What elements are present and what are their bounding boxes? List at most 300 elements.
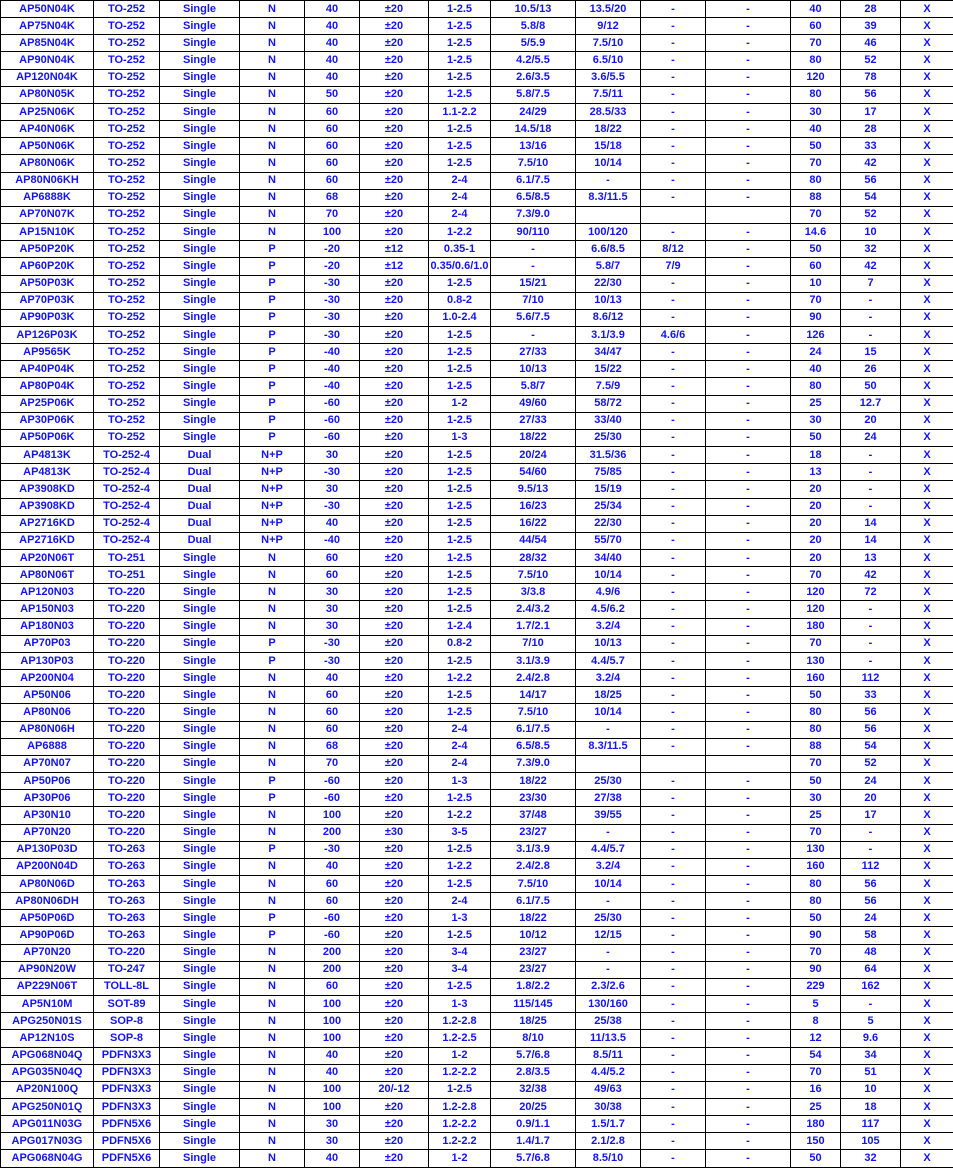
table-cell: AP130P03 (1, 652, 94, 669)
table-row (1, 618, 953, 635)
table-cell: AP80N06T (1, 567, 94, 584)
table-cell: - (706, 292, 791, 309)
table-cell: 1.2-2.2 (429, 1064, 491, 1081)
table-cell: TO-252 (94, 258, 160, 275)
table-cell: 1-3 (429, 996, 491, 1013)
table-cell: ±20 (360, 35, 429, 52)
table-cell: 2.4/2.8 (491, 670, 576, 687)
table-cell: N (240, 824, 305, 841)
table-cell: -30 (305, 292, 360, 309)
table-cell: 1-2.5 (429, 515, 491, 532)
table-cell: AP70P03 (1, 635, 94, 652)
table-cell: - (706, 550, 791, 567)
table-cell: - (641, 910, 706, 927)
table-cell: P (240, 241, 305, 258)
table-cell: X (901, 52, 953, 69)
table-cell: 1-2.5 (429, 35, 491, 52)
table-cell: N (240, 893, 305, 910)
table-cell: 5.6/7.5 (491, 309, 576, 326)
table-cell: AP30P06 (1, 790, 94, 807)
table-cell: TO-220 (94, 944, 160, 961)
table-cell: - (841, 309, 901, 326)
table-cell: 2.6/3.5 (491, 69, 576, 86)
table-cell: 54/60 (491, 464, 576, 481)
table-cell: 60 (305, 550, 360, 567)
table-cell: TO-252-4 (94, 447, 160, 464)
table-cell: - (706, 35, 791, 52)
table-cell: N (240, 52, 305, 69)
table-cell: AP80N05K (1, 86, 94, 103)
table-row (1, 1116, 953, 1133)
table-cell: ±20 (360, 1047, 429, 1064)
table-cell: 60 (305, 172, 360, 189)
table-cell: 1.2-2.2 (429, 1116, 491, 1133)
table-cell: 10/13 (576, 635, 641, 652)
table-cell: Dual (160, 515, 240, 532)
table-cell: 1-2.2 (429, 670, 491, 687)
table-cell: X (901, 1064, 953, 1081)
table-cell: X (901, 189, 953, 206)
table-cell: X (901, 1047, 953, 1064)
table-cell: 32 (841, 241, 901, 258)
table-cell: X (901, 412, 953, 429)
table-cell: X (901, 670, 953, 687)
table-cell: -30 (305, 275, 360, 292)
table-cell: 1-2.5 (429, 567, 491, 584)
table-cell: - (706, 1013, 791, 1030)
table-cell: - (706, 1047, 791, 1064)
table-cell: N (240, 996, 305, 1013)
table-cell: 56 (841, 172, 901, 189)
table-cell: 50 (791, 138, 841, 155)
table-cell: TO-252 (94, 241, 160, 258)
table-cell: 30 (791, 790, 841, 807)
table-cell: 180 (791, 1116, 841, 1133)
table-row (1, 35, 953, 52)
table-cell: 3.6/5.5 (576, 69, 641, 86)
table-cell: 30 (305, 618, 360, 635)
table-cell: 18/22 (576, 121, 641, 138)
table-cell: 42 (841, 155, 901, 172)
table-cell: - (576, 721, 641, 738)
table-cell: P (240, 635, 305, 652)
table-cell: 2.4/3.2 (491, 601, 576, 618)
table-cell: AP180N03 (1, 618, 94, 635)
table-cell: 6.5/10 (576, 52, 641, 69)
table-cell: - (641, 69, 706, 86)
table-cell: 1-2.5 (429, 1081, 491, 1098)
table-cell: 1-2.5 (429, 652, 491, 669)
table-cell: Dual (160, 481, 240, 498)
table-cell: - (641, 996, 706, 1013)
table-cell: N (240, 35, 305, 52)
table-cell: 160 (791, 858, 841, 875)
table-cell: 5.8/8 (491, 18, 576, 35)
table-cell: - (706, 738, 791, 755)
table-cell: Single (160, 755, 240, 772)
table-cell: 1-2 (429, 1047, 491, 1064)
table-cell: 70 (791, 35, 841, 52)
table-cell: ±20 (360, 18, 429, 35)
table-cell: N (240, 567, 305, 584)
table-cell: X (901, 944, 953, 961)
table-cell: 20 (791, 481, 841, 498)
table-cell: - (706, 155, 791, 172)
table-cell: 40 (305, 1064, 360, 1081)
table-cell: - (706, 86, 791, 103)
table-cell: Single (160, 790, 240, 807)
table-cell: AP15N10K (1, 224, 94, 241)
table-cell: ±20 (360, 893, 429, 910)
table-cell: X (901, 532, 953, 549)
table-cell: AP50P20K (1, 241, 94, 258)
table-row (1, 824, 953, 841)
table-cell: Single (160, 52, 240, 69)
table-cell: Single (160, 618, 240, 635)
table-cell: ±20 (360, 773, 429, 790)
table-row (1, 944, 953, 961)
table-cell: 33 (841, 687, 901, 704)
table-cell: 30 (305, 584, 360, 601)
table-cell: 27/38 (576, 790, 641, 807)
table-cell: - (706, 498, 791, 515)
table-row (1, 875, 953, 892)
table-cell: 20 (791, 515, 841, 532)
table-row (1, 584, 953, 601)
table-cell: 18 (841, 1099, 901, 1116)
table-cell: - (641, 35, 706, 52)
table-cell: Single (160, 172, 240, 189)
table-cell: 200 (305, 961, 360, 978)
table-cell: 8/12 (641, 241, 706, 258)
table-row (1, 1030, 953, 1047)
table-cell: -30 (305, 652, 360, 669)
table-cell: 1-2.5 (429, 875, 491, 892)
table-cell: Single (160, 893, 240, 910)
table-cell: 56 (841, 893, 901, 910)
table-cell (576, 206, 641, 223)
table-row (1, 189, 953, 206)
table-cell: ±20 (360, 652, 429, 669)
table-cell: 60 (305, 721, 360, 738)
table-cell: 56 (841, 86, 901, 103)
table-cell: 28.5/33 (576, 103, 641, 120)
table-cell: ±20 (360, 361, 429, 378)
table-cell: 8 (791, 1013, 841, 1030)
table-row (1, 121, 953, 138)
table-cell: TO-263 (94, 910, 160, 927)
table-cell: ±20 (360, 550, 429, 567)
table-cell: 32 (841, 1150, 901, 1168)
table-cell: ±20 (360, 790, 429, 807)
table-cell: - (841, 498, 901, 515)
table-cell: X (901, 241, 953, 258)
table-cell: X (901, 395, 953, 412)
table-cell: 1-2.5 (429, 155, 491, 172)
table-cell: TO-252 (94, 412, 160, 429)
table-cell: PDFN3X3 (94, 1064, 160, 1081)
table-cell: 130/160 (576, 996, 641, 1013)
table-cell: TO-252 (94, 224, 160, 241)
table-cell: AP50N04K (1, 1, 94, 18)
table-cell: 28 (841, 1, 901, 18)
table-cell: TO-220 (94, 721, 160, 738)
table-cell: -40 (305, 378, 360, 395)
table-cell: TO-252 (94, 309, 160, 326)
table-cell: N (240, 584, 305, 601)
table-cell: - (641, 721, 706, 738)
table-cell: AP6888 (1, 738, 94, 755)
table-cell: 42 (841, 567, 901, 584)
table-cell: - (841, 464, 901, 481)
table-cell: ±20 (360, 584, 429, 601)
table-cell: P (240, 841, 305, 858)
table-cell: ±20 (360, 309, 429, 326)
table-cell: AP12N10S (1, 1030, 94, 1047)
table-cell: N+P (240, 498, 305, 515)
table-cell: - (706, 635, 791, 652)
table-cell: N (240, 858, 305, 875)
table-cell: - (641, 224, 706, 241)
table-cell: - (641, 875, 706, 892)
table-cell: P (240, 910, 305, 927)
table-cell: 100 (305, 1081, 360, 1098)
table-cell: AP60P20K (1, 258, 94, 275)
table-cell: AP80P04K (1, 378, 94, 395)
table-cell: 10/14 (576, 704, 641, 721)
table-cell: TO-252-4 (94, 481, 160, 498)
table-cell: APG017N03G (1, 1133, 94, 1150)
table-row (1, 996, 953, 1013)
table-cell: - (641, 395, 706, 412)
table-cell: ±20 (360, 155, 429, 172)
table-cell: - (641, 567, 706, 584)
table-cell: 112 (841, 670, 901, 687)
table-cell: TO-263 (94, 858, 160, 875)
table-cell: 18 (791, 447, 841, 464)
table-cell: - (706, 309, 791, 326)
table-cell: 120 (791, 601, 841, 618)
table-cell: AP70N07 (1, 755, 94, 772)
table-cell: 60 (305, 893, 360, 910)
table-cell: X (901, 790, 953, 807)
table-cell: -60 (305, 429, 360, 446)
table-row (1, 790, 953, 807)
table-cell: P (240, 309, 305, 326)
table-cell: PDFN5X6 (94, 1150, 160, 1168)
table-cell: ±20 (360, 875, 429, 892)
table-cell: TO-252 (94, 189, 160, 206)
table-cell: 60 (305, 704, 360, 721)
table-cell: X (901, 172, 953, 189)
table-cell: - (641, 670, 706, 687)
table-cell: AP80N06DH (1, 893, 94, 910)
table-cell: X (901, 378, 953, 395)
table-cell: X (901, 635, 953, 652)
table-cell: 90 (791, 927, 841, 944)
table-cell: 100/120 (576, 224, 641, 241)
table-cell: 1-2 (429, 1150, 491, 1168)
table-cell: 7/10 (491, 635, 576, 652)
table-cell: AP150N03 (1, 601, 94, 618)
table-cell: N (240, 1081, 305, 1098)
table-cell: TO-252 (94, 138, 160, 155)
table-cell: X (901, 224, 953, 241)
table-row (1, 241, 953, 258)
table-row (1, 378, 953, 395)
table-cell: 20 (791, 498, 841, 515)
table-cell: 39 (841, 18, 901, 35)
table-cell: AP70N20 (1, 824, 94, 841)
table-row (1, 69, 953, 86)
table-cell: 58/72 (576, 395, 641, 412)
table-cell: ±20 (360, 704, 429, 721)
table-cell: Single (160, 275, 240, 292)
table-cell: N+P (240, 515, 305, 532)
table-cell: AP70N20 (1, 944, 94, 961)
table-cell: 3/3.8 (491, 584, 576, 601)
table-cell: - (706, 790, 791, 807)
table-cell: 40 (305, 1, 360, 18)
table-cell: 5.8/7 (491, 378, 576, 395)
table-cell: 51 (841, 1064, 901, 1081)
table-row (1, 326, 953, 343)
table-cell: Single (160, 978, 240, 995)
table-cell: 52 (841, 206, 901, 223)
table-cell: TO-220 (94, 601, 160, 618)
table-cell: TO-252 (94, 395, 160, 412)
table-cell: 20/25 (491, 1099, 576, 1116)
table-cell: X (901, 841, 953, 858)
table-cell: - (641, 824, 706, 841)
table-cell: 70 (791, 206, 841, 223)
table-cell: 4.4/5.7 (576, 841, 641, 858)
table-cell: - (841, 635, 901, 652)
table-cell: - (641, 652, 706, 669)
table-cell: N+P (240, 464, 305, 481)
table-cell: X (901, 103, 953, 120)
table-cell: Single (160, 1116, 240, 1133)
table-cell: 0.35/0.6/1.0 (429, 258, 491, 275)
table-row (1, 498, 953, 515)
table-cell: ±20 (360, 721, 429, 738)
table-cell: ±20 (360, 996, 429, 1013)
table-cell: 50 (791, 1150, 841, 1168)
table-cell: TO-220 (94, 790, 160, 807)
table-cell: 16/23 (491, 498, 576, 515)
table-cell: 160 (791, 670, 841, 687)
table-cell: X (901, 481, 953, 498)
table-cell: 3-5 (429, 824, 491, 841)
table-cell: TO-263 (94, 927, 160, 944)
table-cell: 23/30 (491, 790, 576, 807)
table-cell: - (706, 978, 791, 995)
table-cell: 1-2.5 (429, 687, 491, 704)
table-cell: 40 (305, 18, 360, 35)
table-cell: ±20 (360, 1030, 429, 1047)
table-cell: TO-220 (94, 738, 160, 755)
table-cell: 54 (841, 738, 901, 755)
table-cell: - (706, 1064, 791, 1081)
table-cell: X (901, 961, 953, 978)
table-cell: 16 (791, 1081, 841, 1098)
table-cell: 112 (841, 858, 901, 875)
table-cell: ±20 (360, 275, 429, 292)
table-cell: Single (160, 292, 240, 309)
table-row (1, 412, 953, 429)
table-cell: 50 (791, 910, 841, 927)
table-cell: Single (160, 224, 240, 241)
table-cell: - (706, 1133, 791, 1150)
table-row (1, 447, 953, 464)
table-cell: 24 (791, 344, 841, 361)
table-cell: 1-2.5 (429, 464, 491, 481)
table-cell: - (641, 1099, 706, 1116)
table-cell: ±20 (360, 498, 429, 515)
table-cell: - (641, 361, 706, 378)
table-cell: ±20 (360, 961, 429, 978)
table-cell: N (240, 944, 305, 961)
table-cell: 90 (791, 309, 841, 326)
table-cell: 23/27 (491, 824, 576, 841)
table-cell: 80 (791, 172, 841, 189)
table-cell: TO-263 (94, 841, 160, 858)
table-cell: X (901, 1081, 953, 1098)
table-cell: X (901, 858, 953, 875)
table-cell: X (901, 1150, 953, 1168)
table-cell: 4.4/5.7 (576, 652, 641, 669)
table-cell: 28 (841, 121, 901, 138)
table-cell: ±12 (360, 258, 429, 275)
table-cell: 10/14 (576, 567, 641, 584)
table-cell: -60 (305, 395, 360, 412)
table-cell: Single (160, 1081, 240, 1098)
table-cell: Single (160, 138, 240, 155)
table-cell: TO-252 (94, 429, 160, 446)
table-cell: Single (160, 824, 240, 841)
table-cell: 7 (841, 275, 901, 292)
table-cell: 1-3 (429, 910, 491, 927)
table-cell: X (901, 86, 953, 103)
table-cell: 80 (791, 721, 841, 738)
table-cell: 24 (841, 773, 901, 790)
table-cell: AP80N06D (1, 875, 94, 892)
table-cell: APG250N01Q (1, 1099, 94, 1116)
table-cell: AP20N06T (1, 550, 94, 567)
table-cell: 1-2.5 (429, 447, 491, 464)
table-cell: ±20 (360, 481, 429, 498)
table-row (1, 550, 953, 567)
table-cell: 10 (841, 224, 901, 241)
table-cell: 5 (841, 1013, 901, 1030)
table-row (1, 1150, 953, 1168)
table-cell: 50 (791, 241, 841, 258)
table-cell: N (240, 138, 305, 155)
table-cell: AP200N04 (1, 670, 94, 687)
table-row (1, 773, 953, 790)
table-cell: Single (160, 189, 240, 206)
table-row (1, 652, 953, 669)
table-cell: Single (160, 69, 240, 86)
table-cell: 8.5/11 (576, 1047, 641, 1064)
table-cell: 78 (841, 69, 901, 86)
table-cell: Single (160, 155, 240, 172)
table-cell: - (576, 824, 641, 841)
table-cell: - (706, 773, 791, 790)
table-cell: ±20 (360, 395, 429, 412)
table-cell: 80 (791, 378, 841, 395)
table-cell: 56 (841, 704, 901, 721)
